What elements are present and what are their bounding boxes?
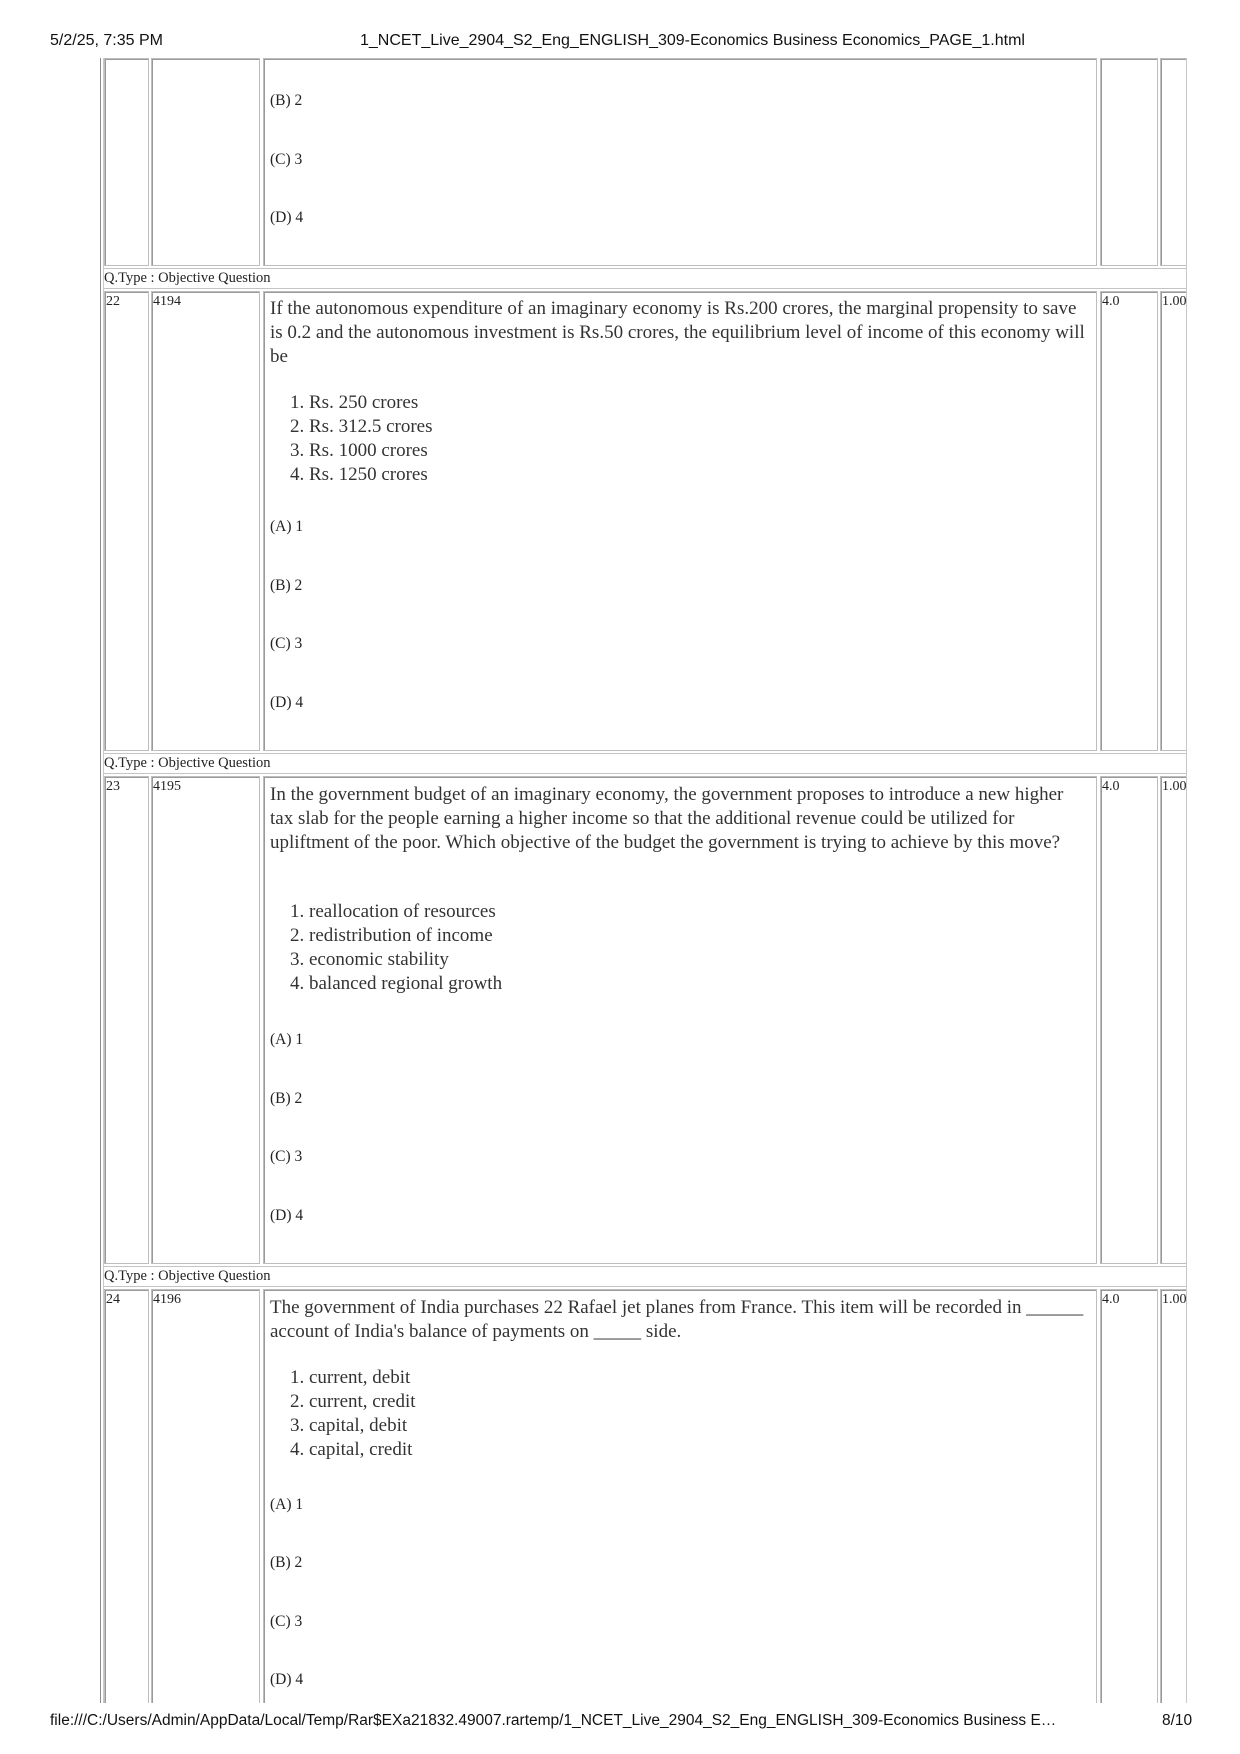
option-list: [290, 391, 432, 487]
option-list: [290, 900, 502, 996]
cell-number: [104, 58, 149, 266]
question-number: 22: [106, 294, 120, 309]
option-item: 4. Rs. 1250 crores: [290, 464, 428, 485]
page-number: 8/10: [1162, 1712, 1193, 1729]
cell-id: [151, 1289, 260, 1703]
question-type-label: Q.Type : Objective Question: [104, 755, 271, 771]
cell-marks: [1100, 58, 1158, 266]
answer-d: (D) 4: [270, 209, 304, 226]
cell-marks: [1100, 291, 1158, 751]
option-item: 3. Rs. 1000 crores: [290, 440, 428, 461]
option-item: 1. reallocation of resources: [290, 901, 496, 922]
option-item: 4. capital, credit: [290, 1439, 413, 1460]
option-item: 2. redistribution of income: [290, 925, 493, 946]
option-item: 2. current, credit: [290, 1391, 416, 1412]
option-item: 1. current, debit: [290, 1367, 411, 1388]
cell-negative: [1160, 58, 1186, 266]
qtype-row-border: [104, 753, 1186, 754]
answer-d: (D) 4: [270, 1207, 304, 1224]
cell-marks: [1100, 776, 1158, 1264]
qtype-row-border: [104, 1266, 1186, 1267]
answer-b: (B) 2: [270, 1554, 303, 1571]
question-number: 23: [106, 779, 120, 794]
qtype-row-border: [104, 1286, 1186, 1287]
cell-number: [104, 291, 149, 751]
option-item: 4. balanced regional growth: [290, 973, 503, 994]
question-id: 4194: [153, 294, 181, 309]
question-id: 4196: [153, 1292, 181, 1307]
cell-question: [263, 58, 1097, 266]
question-id: 4195: [153, 779, 181, 794]
qtype-row-border: [104, 288, 1186, 289]
qtype-row-border: [104, 773, 1186, 774]
answer-b: (B) 2: [270, 577, 303, 594]
answer-c: (C) 3: [270, 151, 303, 168]
answer-a: (A) 1: [270, 1496, 304, 1513]
question-negative-marks: 1.00: [1162, 1292, 1187, 1307]
question-type-label: Q.Type : Objective Question: [104, 270, 271, 286]
option-item: 1. Rs. 250 crores: [290, 392, 419, 413]
cell-id: [151, 58, 260, 266]
cell-id: [151, 291, 260, 751]
cell-negative: [1160, 776, 1186, 1264]
question-type-label: Q.Type : Objective Question: [104, 1268, 271, 1284]
option-item: 3. economic stability: [290, 949, 449, 970]
print-datetime: 5/2/25, 7:35 PM: [50, 32, 163, 49]
cell-negative: [1160, 291, 1186, 751]
cell-number: [104, 1289, 149, 1703]
cell-question: [263, 1289, 1097, 1703]
question-marks: 4.0: [1102, 294, 1120, 309]
answer-a: (A) 1: [270, 1031, 304, 1048]
answer-d: (D) 4: [270, 1671, 304, 1688]
qtype-row-border: [104, 268, 1186, 269]
answer-c: (C) 3: [270, 1148, 303, 1165]
question-text: The government of India purchases 22 Rafael jet planes from France. This item will be recorded in ______ account of India's balance of payments on _____ side.: [270, 1297, 1084, 1342]
option-list: [290, 1366, 416, 1462]
answer-d: (D) 4: [270, 694, 304, 711]
cell-negative: [1160, 1289, 1186, 1703]
answer-b: (B) 2: [270, 92, 303, 109]
question-marks: 4.0: [1102, 779, 1120, 794]
cell-marks: [1100, 1289, 1158, 1703]
cell-id: [151, 776, 260, 1264]
option-item: 2. Rs. 312.5 crores: [290, 416, 433, 437]
option-item: 3. capital, debit: [290, 1415, 408, 1436]
question-text: If the autonomous expenditure of an imaginary economy is Rs.200 crores, the marginal propensity to save is 0.2 and the autonomous investment is Rs.50 crores, the equilibrium level of income of this economy will be: [270, 298, 1085, 367]
question-negative-marks: 1.00: [1162, 779, 1187, 794]
answer-c: (C) 3: [270, 635, 303, 652]
cell-number: [104, 776, 149, 1264]
question-negative-marks: 1.00: [1162, 294, 1187, 309]
table-outer-border-left: [100, 58, 101, 1703]
question-number: 24: [106, 1292, 120, 1307]
answer-c: (C) 3: [270, 1613, 303, 1630]
question-text: In the government budget of an imaginary economy, the government proposes to introduce a new higher tax slab for the people earning a higher income so that the additional revenue could be utilized for upliftment of the poor. Which objective of the budget the government is trying to achieve by this move?: [270, 784, 1064, 853]
document-title: 1_NCET_Live_2904_S2_Eng_ENGLISH_309-Economics Business Economics_PAGE_1.html: [360, 32, 1025, 49]
question-marks: 4.0: [1102, 1292, 1120, 1307]
answer-a: (A) 1: [270, 518, 304, 535]
file-path: file:///C:/Users/Admin/AppData/Local/Temp/Rar$EXa21832.49007.rartemp/1_NCET_Live_2904_S2_Eng_ENGLISH_309-Economics Business E…: [50, 1712, 1057, 1729]
answer-b: (B) 2: [270, 1090, 303, 1107]
